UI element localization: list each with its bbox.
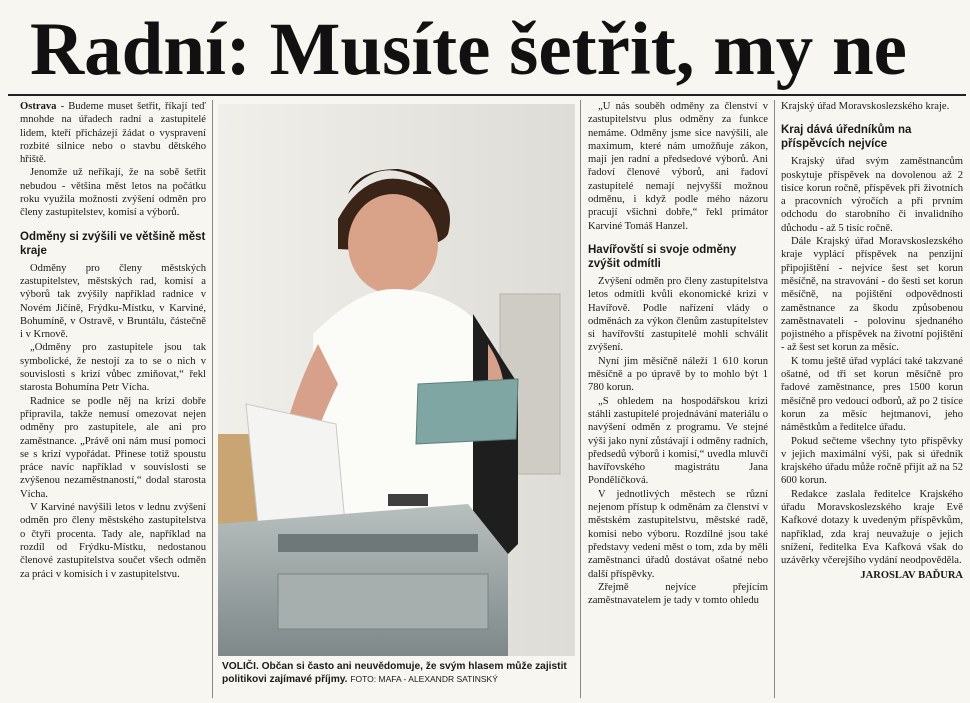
author-byline: JAROSLAV BAĎURA: [860, 569, 963, 581]
article-column-1: [20, 100, 206, 700]
headline-rule: [8, 94, 966, 96]
column-divider: [774, 100, 775, 698]
article-paragraph: Radnice se podle něj na krizi dobře připravila, takže nemusí omezovat nejen odměny pro zastupitele, ale ani pro zaměstnance. „Právě oni nám musí pomoci se s krizí vypořádat. Přinese totiž spoustu práce navíc například v souvislosti se zvýšenou nezaměstnaností,“ dodal starosta Vícha.: [20, 395, 206, 500]
headline: Radní: Musíte šetřit, my ne: [30, 8, 907, 91]
subheading: Odměny si zvýšili ve většině měst kraje: [20, 230, 206, 257]
photo-voter-ballot-box: [218, 104, 575, 656]
article-column-2: [588, 100, 768, 700]
photo-caption: [222, 660, 574, 686]
subheading: Kraj dává úředníkům na příspěvcích nejvíce: [781, 124, 912, 151]
article-paragraph: V jednotlivých městech se různí nejenom přístup k odměnám za členství v městském zastupitelstvu, městské radě, komisi nebo výboru. Rozdílné jsou také představy vedení měst o tom, zda by měli zaměstnanci úřadů dostávat ošatné nebo další příspěvky.: [588, 488, 768, 580]
article-column-3: [781, 100, 963, 700]
article-paragraph: Krajský úřad svým zaměstnancům poskytuje příspěvek na dovolenou až 2 tisíce korun ročně, příspěvek při životních a pracovních výročích a při prvním odchodu do starobního či invalidního důchodu - až 5 tisíc ročně.: [781, 156, 963, 234]
article-paragraph: Redakce zaslala ředitelce Krajského úřadu Moravskoslezského kraje Evě Kafkové dotazy k uvedeným příspěvkům, například, zda kraj neuvažuje o jejich snížení, ředitelka Eva Kafková však do uzávěrky včerejšího vydání neodpověděla.: [781, 488, 963, 567]
column-divider: [580, 100, 581, 698]
article-paragraph: „U nás souběh odměny za členství v zastupitelstvu plus odměny za funkce nemáme. Odměny jsme sice navýšili, ale maximum, které nám umožňuje zákon, mají jen radní a předsedové výborů. Ani řadoví členové výborů, ani řadoví zastupitelé nemají nejvyšší možnou odměnu, i když podle mého názoru pracují všichni dobře,“ řekl primátor Karviné Tomáš Hanzel.: [588, 101, 768, 232]
photo-credit: FOTO: MAFA - ALEXANDR SATINSKÝ: [350, 674, 498, 684]
article-paragraph: Dále Krajský úřad Moravskoslezského kraje vyplácí příspěvek na penzijní připojištění - nejvíce šest set korun měsíčně, na stravování - do šesti set korun měsíčně, na pojištění odpovědnosti zaměstnance za škodu způsobenou zaměstnavateli - polovinu sjednaného pojistného a příspěvek na životní pojištění - až šest set korun za měsíc.: [781, 236, 963, 354]
article-paragraph: V Karviné navýšili letos v lednu zvýšení odměn pro členy městského zastupitelstva o čtyři procenta. Tady ale, například na rozdíl od Frýdku-Místku, nedostanou členové zastupitelstva součet všech odměn za práci v komisích i v zastupitelstvu.: [20, 502, 206, 580]
article-paragraph: „Odměny pro zastupitele jsou tak symbolické, že nestojí za to se o nich v souvislosti s krizí vůbec zmiňovat,“ řekl starosta Bohumína Petr Vícha.: [20, 342, 206, 394]
article-paragraph: Krajský úřad Moravskoslezského kraje.: [781, 101, 950, 112]
subheading: Havířovští si svoje odměny zvýšit odmítli: [588, 243, 737, 270]
article-paragraph: Zvýšení odměn pro členy zastupitelstva letos odmítli kvůli ekonomické krizi v Havířově. Podle nařízení vlády o odměnách za výkon členům zastupitelstev si havířovští zastupitelé mohli schválit zvýšení.: [588, 275, 768, 354]
photo-illustration: [218, 104, 575, 656]
article-paragraph: „S ohledem na hospodářskou krizi stáhli zastupitelé projednávání materiálu o navýšení odměn z programu. Ve stejné výši jako nyní zůstávají i odměny radních, předsedů výborů i komisí,“ uvedla mluvčí havířovského magistrátu Jana Pondělíčková.: [588, 395, 768, 487]
article-paragraph: Pokud sečteme všechny tyto příspěvky v jejich maximální výši, pak si úředník krajského úřadu může ročně přijít až na 52 600 korun.: [781, 435, 963, 487]
article-paragraph: Jenomže už neříkají, že na sobě šetřit nebudou - většina měst letos na počátku roku využila možnosti zvýšení odměn pro členy zastupitelstev, komisí a výborů.: [20, 167, 206, 219]
article-paragraph: K tomu ještě úřad vyplácí také takzvané ošatné, od tři set korun měsíčně pro řadové zaměstnance, pres 1500 korun měsíčně pro vedoucí odborů, až po 2 tisíce korun za měsíc hejtmanovi, jeho náměstkům a ředitelce úřadu.: [781, 355, 963, 434]
article-paragraph: Zřejmě nejvíce přejícím zaměstnavatelem je tady v tomto ohledu: [588, 581, 768, 607]
article-paragraph: Nyní jim měsíčně náleží 1 610 korun měsíčně a po úpravě by to mohlo být 1 780 korun.: [588, 355, 768, 394]
article-paragraph: Ostrava - Budeme muset šetřit, říkají teď mnohde na úřadech radní a zastupitelé lidem, kteří přicházejí žádat o vyspravení rozbité silnice nebo o stavbu dětského hřiště.: [20, 101, 206, 166]
article-paragraph: Odměny pro členy městských zastupitelstev, městských rad, komisí a výborů tak zvýšily například radnice v Novém Jičíně, Frýdku-Místku, v Karviné, Bohumíně, v Ostravě, v Bruntálu, částečně i v Krnově.: [20, 262, 206, 341]
dateline-place: Ostrava: [20, 101, 57, 112]
column-divider: [212, 100, 213, 698]
caption-text: VOLIČI. Občan si často ani neuvědomuje, že svým hlasem může zajistit politikovi zajímavé příjmy.: [222, 661, 567, 685]
